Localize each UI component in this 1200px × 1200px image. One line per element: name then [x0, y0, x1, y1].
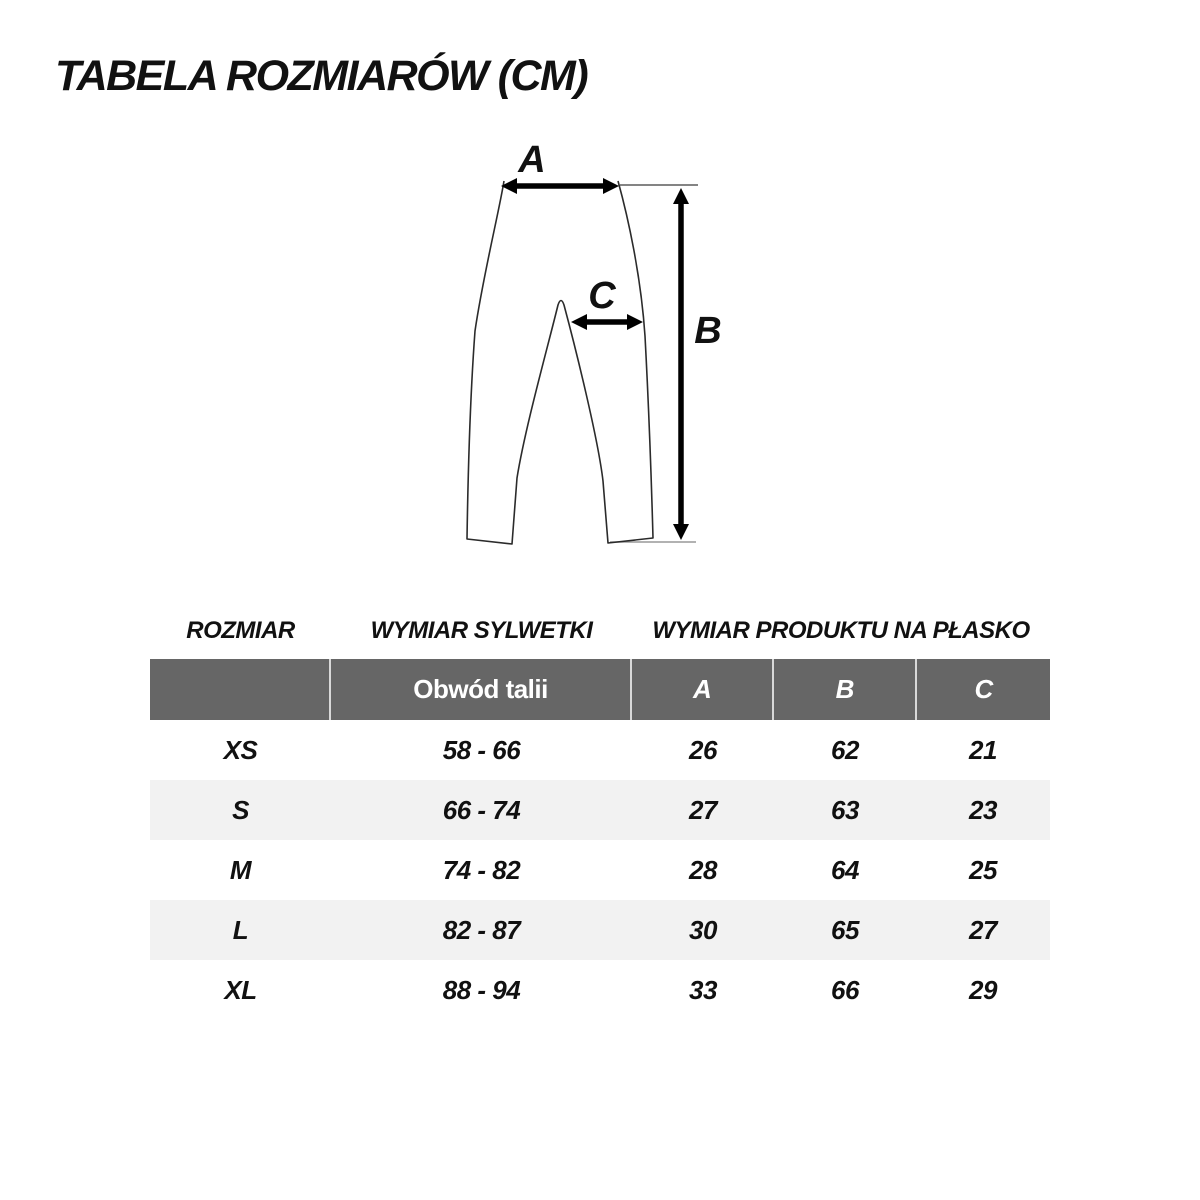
- c-cell: 23: [969, 794, 997, 825]
- table-row-s: [150, 780, 1050, 840]
- a-cell: 33: [689, 974, 717, 1005]
- size-cell: M: [229, 854, 252, 885]
- header-cell-waist: Obwód talii: [329, 659, 629, 720]
- c-cell: 29: [969, 974, 997, 1005]
- header-cell-b: B: [772, 659, 915, 720]
- b-cell: 65: [831, 914, 859, 945]
- header-cell-empty: [150, 659, 329, 720]
- size-cell: XS: [223, 734, 258, 765]
- label-c: C: [588, 275, 616, 317]
- waist-cell: 82 - 87: [442, 914, 521, 945]
- group-header-size: ROZMIAR: [186, 617, 295, 644]
- table-row-xl: [150, 960, 1050, 1020]
- header-cell-a: A: [630, 659, 773, 720]
- page-title: TABELA ROZMIARÓW (CM): [55, 52, 588, 100]
- table-row-m: [150, 840, 1050, 900]
- a-cell: 28: [689, 854, 717, 885]
- group-header-product-flat: WYMIAR PRODUKTU NA PŁASKO: [652, 617, 1030, 644]
- c-cell: 21: [969, 734, 997, 765]
- arrow-b: [673, 188, 689, 540]
- waist-cell: 88 - 94: [442, 974, 521, 1005]
- group-header-body-measure: WYMIAR SYLWETKI: [370, 617, 593, 644]
- header-cell-c: C: [915, 659, 1050, 720]
- b-cell: 63: [831, 794, 859, 825]
- a-cell: 26: [689, 734, 717, 765]
- waist-cell: 66 - 74: [442, 794, 521, 825]
- b-cell: 66: [831, 974, 859, 1005]
- c-cell: 27: [969, 914, 997, 945]
- table-header-row: [150, 659, 1050, 720]
- size-table: [150, 659, 1050, 1020]
- b-cell: 62: [831, 734, 859, 765]
- a-cell: 27: [689, 794, 717, 825]
- leggings-outline: [467, 181, 653, 544]
- a-cell: 30: [689, 914, 717, 945]
- size-cell: L: [232, 914, 249, 945]
- table-row-xs: [150, 720, 1050, 780]
- label-b: B: [694, 310, 722, 352]
- c-cell: 25: [969, 854, 997, 885]
- waist-cell: 58 - 66: [442, 734, 521, 765]
- b-cell: 64: [831, 854, 859, 885]
- size-cell: S: [232, 794, 249, 825]
- label-a: A: [518, 139, 546, 181]
- table-group-headers: [150, 614, 1050, 648]
- size-cell: XL: [224, 974, 257, 1005]
- leggings-measurement-diagram: [440, 128, 760, 560]
- table-row-l: [150, 900, 1050, 960]
- waist-cell: 74 - 82: [442, 854, 521, 885]
